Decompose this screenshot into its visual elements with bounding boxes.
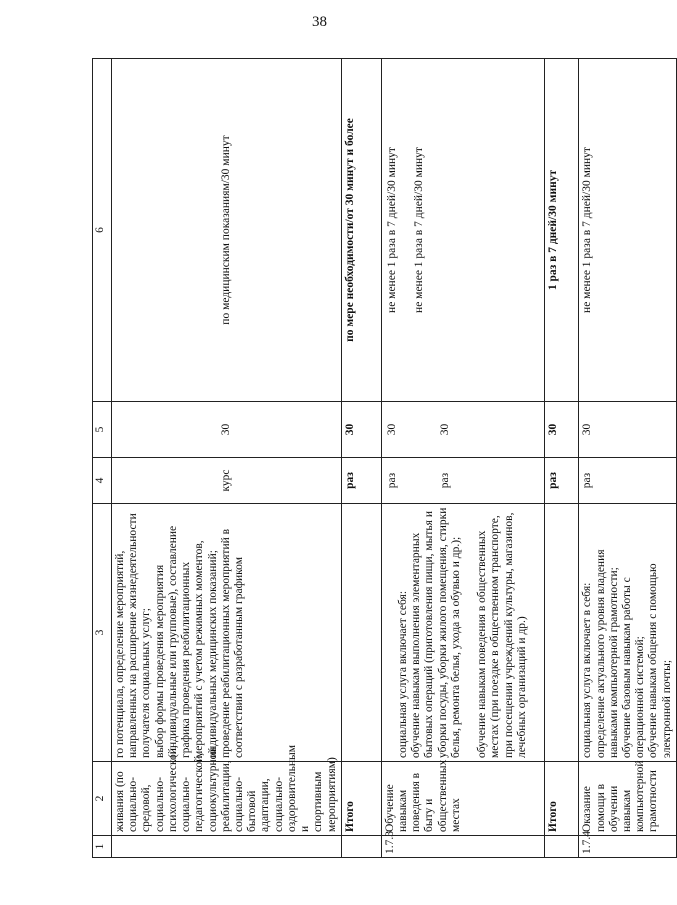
header-cell: 6: [93, 59, 112, 402]
quantity-cell: [381, 402, 545, 458]
header-cell: 3: [93, 504, 112, 762]
unit-cell: раз: [579, 458, 677, 504]
unit-value: раз: [438, 472, 451, 489]
frequency-cell: [381, 59, 545, 402]
total-row: [341, 59, 381, 858]
row-number: 1.7.3: [381, 836, 545, 858]
service-description: го потенциала, определение мероприятий, направленных на расширение жизнедеятельности получателя социальных услуг; выбор формы проведения мероприятия (индивидуальные или групповые), составление графика проведения реабилитационных мероприятий с учетом режимных моментов, индивидуальных медицинских показаний; проведение реабилитационных мероприятий в соответствии с разработанным графиком: [112, 504, 342, 762]
quantity-cell: 30: [341, 402, 381, 458]
service-name: живания (по социально-средовой, социально-психологической, социально-педагогической, социокультурной реабилитации, социально-бытовой адаптации, социально-оздоровительным и спортивным мероприятиям): [112, 762, 342, 836]
total-row: [545, 59, 579, 858]
services-table: [92, 58, 677, 858]
row-number: [341, 836, 381, 858]
total-label: Итого: [341, 762, 381, 836]
row-number: 1.7.4: [579, 836, 677, 858]
row-number: [545, 836, 579, 858]
rotated-table-container: [92, 58, 673, 858]
quantity-cell: 30: [579, 402, 677, 458]
frequency-value: не менее 1 раза в 7 дней/30 минут: [385, 147, 398, 313]
description-part: обучение навыкам поведения в общественных местах (при поездке в общественном транспорте, при посещении учреждений культуры, магазинов, лечебных организаций и др.): [476, 512, 528, 758]
quantity-value: 30: [385, 423, 398, 436]
table-row: [112, 59, 342, 858]
frequency-value: не менее 1 раза в 7 дней/30 минут: [412, 147, 425, 313]
unit-cell: курс: [112, 458, 342, 504]
service-name: Оказание помощи в обучении навыкам компьютерной грамотности: [579, 762, 677, 836]
page-number: 38: [312, 14, 327, 30]
header-cell: 2: [93, 762, 112, 836]
service-description: [341, 504, 381, 762]
service-description: [381, 504, 545, 762]
frequency-cell: 1 раз в 7 дней/30 минут: [545, 59, 579, 402]
row-number: [112, 836, 342, 858]
unit-cell: [381, 458, 545, 504]
quantity-cell: 30: [545, 402, 579, 458]
unit-value: раз: [385, 472, 398, 489]
quantity-value: 30: [438, 423, 451, 436]
header-cell: 4: [93, 458, 112, 504]
service-name: Обучение навыкам поведения в быту и общественных местах: [381, 762, 545, 836]
service-description: [545, 504, 579, 762]
table-row: [381, 59, 545, 858]
quantity-cell: 30: [112, 402, 342, 458]
unit-cell: раз: [341, 458, 381, 504]
header-cell: 5: [93, 402, 112, 458]
frequency-cell: не менее 1 раза в 7 дней/30 минут: [579, 59, 677, 402]
service-description: социальная услуга включает в себя: определение актуального уровня владения навыками компьютерной грамотности; обучение базовым навыкам работы с операционной системой; обучение навыкам общения с помощью электронной почты;: [579, 504, 677, 762]
header-cell: 1: [93, 836, 112, 858]
description-part: социальная услуга включает себя: обучение навыкам выполнения элементарных бытовых операций (приготовления пищи, мытья и уборки посуды, уборки жилого помещения, стирки белья, ремонта белья, ухода за обувью и др.);: [396, 507, 462, 758]
frequency-cell: по медицинским показаниям/30 минут: [112, 59, 342, 402]
header-row: [93, 59, 112, 858]
table-row: [579, 59, 677, 858]
total-label: Итого: [545, 762, 579, 836]
frequency-cell: по мере необходимости/от 30 минут и более: [341, 59, 381, 402]
unit-cell: раз: [545, 458, 579, 504]
